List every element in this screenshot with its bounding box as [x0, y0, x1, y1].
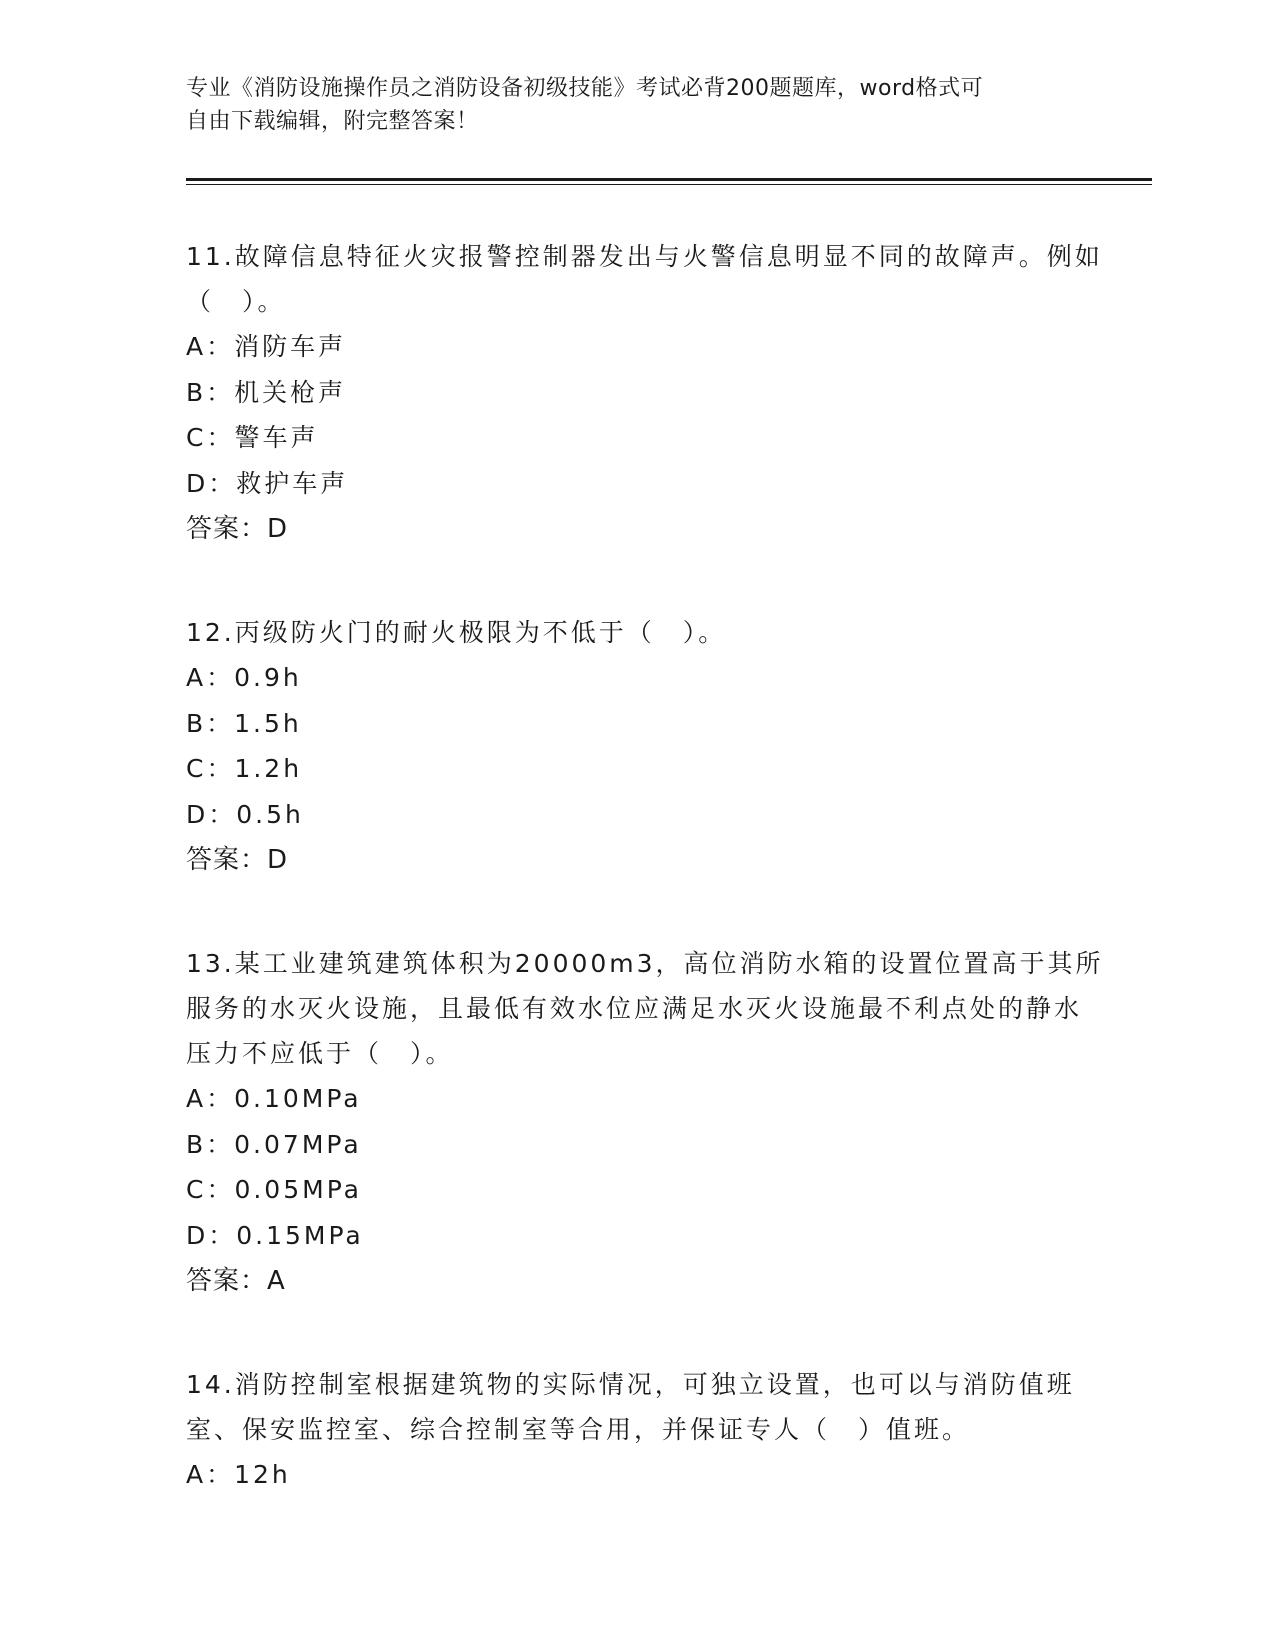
- answer-line: 答案：D: [186, 514, 289, 544]
- document-header: [186, 72, 1086, 138]
- option-a: A：消防车声: [186, 332, 347, 361]
- question-stem: 14.消防控制室根据建筑物的实际情况，可独立设置，也可以与消防值班室、保安监控室、综合控制室等合用，并保证专人（ ）值班。: [186, 1370, 1075, 1444]
- header-divider-thin: [186, 184, 1152, 185]
- header-line-2: 自由下载编辑，附完整答案！: [186, 109, 479, 134]
- question-12: [186, 610, 1106, 883]
- option-c: C：0.05MPa: [186, 1175, 362, 1204]
- option-a: A：0.10MPa: [186, 1084, 362, 1113]
- header-line-1: 专业《消防设施操作员之消防设备初级技能》考试必背200题题库，word格式可: [186, 76, 984, 101]
- option-c: C：警车声: [186, 423, 319, 452]
- question-stem: 13.某工业建筑建筑体积为20000m3，高位消防水箱的设置位置高于其所服务的水灭火设施，且最低有效水位应满足水灭火设施最不利点处的静水压力不应低于（ ）。: [186, 949, 1104, 1068]
- header-divider-thick: [186, 178, 1152, 181]
- question-list: [186, 234, 1106, 1556]
- question-11: [186, 234, 1106, 552]
- option-d: D：0.5h: [186, 799, 304, 829]
- option-c: C：1.2h: [186, 754, 303, 783]
- answer-line: 答案：D: [186, 845, 289, 875]
- option-d: D：0.15MPa: [186, 1220, 364, 1250]
- question-stem: 12.丙级防火门的耐火极限为不低于（ ）。: [186, 618, 727, 647]
- question-stem: 11.故障信息特征火灾报警控制器发出与火警信息明显不同的故障声。例如（ ）。: [186, 242, 1103, 316]
- question-14: [186, 1362, 1106, 1498]
- option-a: A：0.9h: [186, 663, 302, 692]
- option-b: B：0.07MPa: [186, 1129, 362, 1159]
- question-13: [186, 941, 1106, 1304]
- option-a: A：12h: [186, 1460, 291, 1489]
- option-b: B：机关枪声: [186, 377, 347, 407]
- option-b: B：1.5h: [186, 708, 302, 738]
- answer-line: 答案：A: [186, 1266, 286, 1296]
- option-d: D：救护车声: [186, 468, 349, 498]
